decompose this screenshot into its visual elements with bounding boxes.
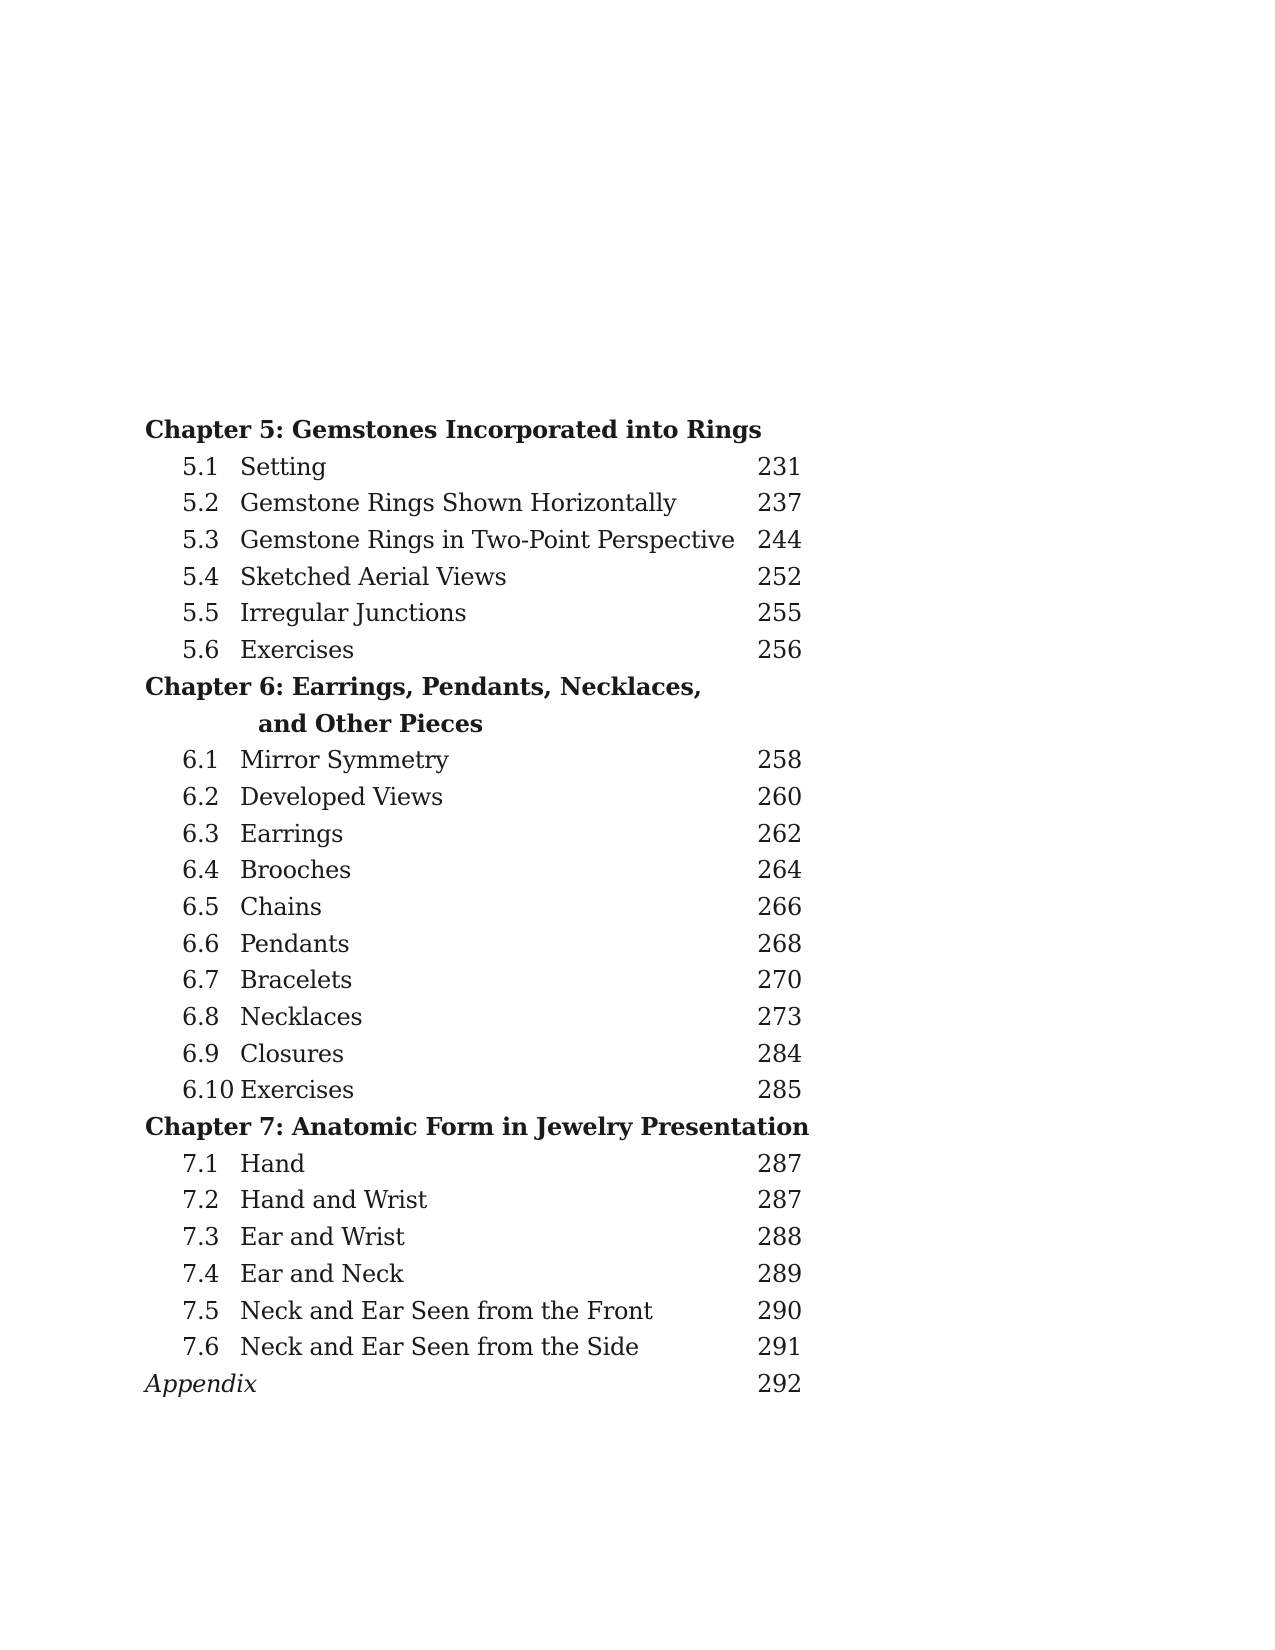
toc-list: [145, 412, 810, 1403]
toc-chapter-heading-label: Chapter 7: Anatomic Form in Jewelry Presentation: [145, 1112, 810, 1142]
toc-entry-page-number: 285: [757, 1076, 802, 1105]
toc-entry-row: [145, 889, 802, 926]
toc-entry-title: Neck and Ear Seen from the Front: [240, 1296, 653, 1325]
toc-entry-page-number: 288: [757, 1223, 802, 1252]
toc-entry-number: 7.2: [182, 1186, 220, 1215]
toc-entry-row: [145, 779, 802, 816]
toc-entry-title: Gemstone Rings Shown Horizontally: [240, 489, 677, 518]
toc-chapter-heading-label: Chapter 6: Earrings, Pendants, Necklaces,: [145, 671, 702, 701]
toc-entry-page-number: 244: [757, 526, 802, 555]
toc-entry-row: [145, 632, 802, 669]
toc-entry-number: 6.1: [182, 746, 220, 775]
toc-entry-page-number: 273: [757, 1003, 802, 1031]
toc-entry-number: 5.1: [182, 452, 220, 481]
toc-entry-number: 5.3: [182, 526, 220, 555]
toc-chapter-heading-label: and Other Pieces: [258, 708, 483, 738]
toc-entry-page-number: 289: [757, 1259, 802, 1288]
toc-entry-row: [145, 485, 802, 522]
toc-entry-title: Bracelets: [240, 966, 353, 995]
toc-entry-page-number: 231: [757, 452, 802, 481]
toc-entry-title: Ear and Neck: [240, 1259, 404, 1288]
toc-entry-number: 7.3: [182, 1223, 220, 1252]
toc-entry-title: Closures: [240, 1039, 344, 1068]
toc-entry-number: 6.9: [182, 1039, 220, 1068]
toc-entry-title: Neck and Ear Seen from the Side: [240, 1333, 639, 1362]
toc-chapter-heading: [145, 669, 802, 706]
toc-entry-page-number: 266: [757, 892, 802, 921]
toc-entry-title: Pendants: [240, 929, 350, 958]
toc-entry-row: [145, 926, 802, 963]
toc-entry-number: 5.5: [182, 599, 220, 628]
toc-entry-title: Hand and Wrist: [240, 1186, 427, 1215]
toc-entry-title: Brooches: [240, 856, 352, 885]
toc-entry-title: Chains: [240, 892, 322, 921]
toc-entry-title: Exercises: [240, 1076, 354, 1105]
toc-entry-page-number: 264: [757, 856, 802, 885]
toc-entry-page-number: 268: [757, 929, 802, 958]
toc-entry-page-number: 260: [757, 782, 802, 811]
toc-entry-row: [145, 1293, 802, 1330]
toc-entry-title: Exercises: [240, 636, 354, 665]
toc-entry-page-number: 255: [757, 599, 802, 628]
toc-entry-page-number: 237: [757, 489, 802, 518]
toc-entry-number: 6.7: [182, 966, 220, 995]
toc-entry-number: 7.6: [182, 1333, 220, 1362]
toc-entry-title: Earrings: [240, 819, 344, 848]
toc-entry-row: [145, 1256, 802, 1293]
toc-entry-row: [145, 962, 802, 999]
toc-entry-title: Hand: [240, 1149, 305, 1178]
toc-entry-page-number: 256: [757, 636, 802, 665]
toc-entry-number: 6.10: [182, 1076, 235, 1105]
toc-entry-row: [145, 852, 802, 889]
toc-entry-number: 6.6: [182, 929, 220, 958]
toc-entry-number: 5.2: [182, 489, 220, 518]
toc-entry-page-number: 258: [757, 746, 802, 775]
toc-entry-page-number: 270: [757, 966, 802, 995]
toc-entry-row: [145, 999, 802, 1036]
toc-entry-row: [145, 816, 802, 853]
toc-entry-row: [145, 742, 802, 779]
toc-entry-row: [145, 1329, 802, 1366]
toc-entry-row: [145, 559, 802, 596]
toc-entry-number: 7.1: [182, 1149, 220, 1178]
toc-entry-number: 5.4: [182, 562, 220, 591]
toc-entry-number: 7.4: [182, 1259, 220, 1288]
toc-appendix-label: Appendix: [145, 1369, 257, 1398]
toc-entry-title: Ear and Wrist: [240, 1223, 405, 1252]
toc-entry-number: 6.2: [182, 782, 220, 811]
toc-entry-title: Developed Views: [240, 782, 444, 811]
toc-entry-number: 6.4: [182, 856, 220, 885]
toc-entry-page-number: 290: [757, 1296, 802, 1325]
toc-entry-row: [145, 1036, 802, 1073]
toc-entry-title: Irregular Junctions: [240, 599, 467, 628]
toc-entry-page-number: 252: [757, 562, 802, 591]
toc-entry-number: 6.5: [182, 892, 220, 921]
toc-entry-number: 6.3: [182, 819, 220, 848]
toc-entry-page-number: 287: [757, 1186, 802, 1215]
toc-entry-row: [145, 1219, 802, 1256]
toc-appendix-spacer: [257, 1366, 742, 1403]
toc-entry-row: [145, 1182, 802, 1219]
toc-entry-row: [145, 449, 802, 486]
toc-entry-title: Sketched Aerial Views: [240, 562, 507, 591]
toc-entry-page-number: 287: [757, 1149, 802, 1178]
toc-chapter-heading-continuation: [145, 706, 802, 743]
toc-entry-page-number: 291: [757, 1333, 802, 1362]
toc-appendix-page-number: 292: [757, 1369, 802, 1398]
toc-entry-page-number: 262: [757, 819, 802, 848]
toc-entry-title: Gemstone Rings in Two-Point Perspective: [240, 526, 735, 555]
toc-entry-title: Necklaces: [240, 1003, 363, 1031]
toc-entry-title: Setting: [240, 452, 327, 481]
toc-entry-number: 6.8: [182, 1003, 220, 1031]
toc-chapter-heading: [145, 1109, 810, 1146]
toc-entry-row: [145, 595, 802, 632]
toc-entry-row: [145, 1072, 802, 1109]
toc-entry-row: [145, 522, 802, 559]
toc-entry-number: 5.6: [182, 636, 220, 665]
toc-chapter-heading: [145, 412, 802, 449]
toc-appendix-row: [145, 1366, 802, 1403]
toc-chapter-heading-label: Chapter 5: Gemstones Incorporated into Rings: [145, 415, 762, 444]
toc-entry-title: Mirror Symmetry: [240, 746, 449, 775]
toc-entry-page-number: 284: [757, 1039, 802, 1068]
toc-entry-row: [145, 1146, 802, 1183]
toc-entry-number: 7.5: [182, 1296, 220, 1325]
